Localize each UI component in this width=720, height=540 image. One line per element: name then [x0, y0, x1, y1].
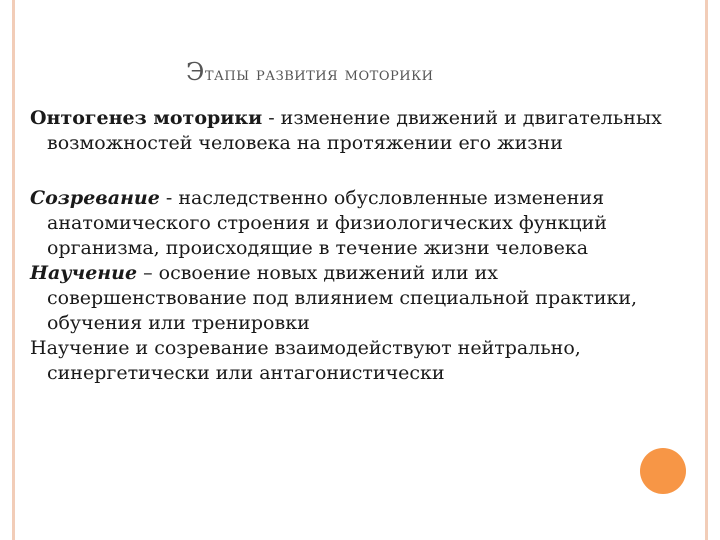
slide-title: [186, 58, 433, 86]
title-rest: тапы развития моторики: [204, 63, 434, 85]
left-frame-line: [12, 0, 15, 540]
term-learning: Научение: [30, 262, 138, 284]
right-frame-line: [705, 0, 708, 540]
paragraph-maturation: [30, 186, 685, 261]
definition-learning: – освоение новых движений или их совершенствование под влиянием специальной практики, обучения или тренировки: [47, 262, 638, 334]
definition-maturation: - наследственно обусловленные изменения анатомического строения и физиологических функций организма, происходящие в течение жизни человека: [47, 187, 607, 259]
slide-body: [30, 106, 685, 386]
paragraph-ontogenesis: [30, 106, 685, 156]
paragraph-learning: [30, 261, 685, 336]
term-maturation: Созревание: [30, 187, 160, 209]
definition-ontogenesis: - изменение движений и двигательных возможностей человека на протяжении его жизни: [47, 107, 662, 154]
term-ontogenesis: Онтогенез моторики: [30, 107, 263, 129]
paragraph-interaction: [30, 336, 685, 386]
decorative-orange-circle: [640, 448, 686, 494]
statement-interaction: Научение и созревание взаимодействуют нейтрально, синергетически или антагонистически: [30, 337, 581, 384]
title-first-letter: Э: [186, 58, 205, 86]
